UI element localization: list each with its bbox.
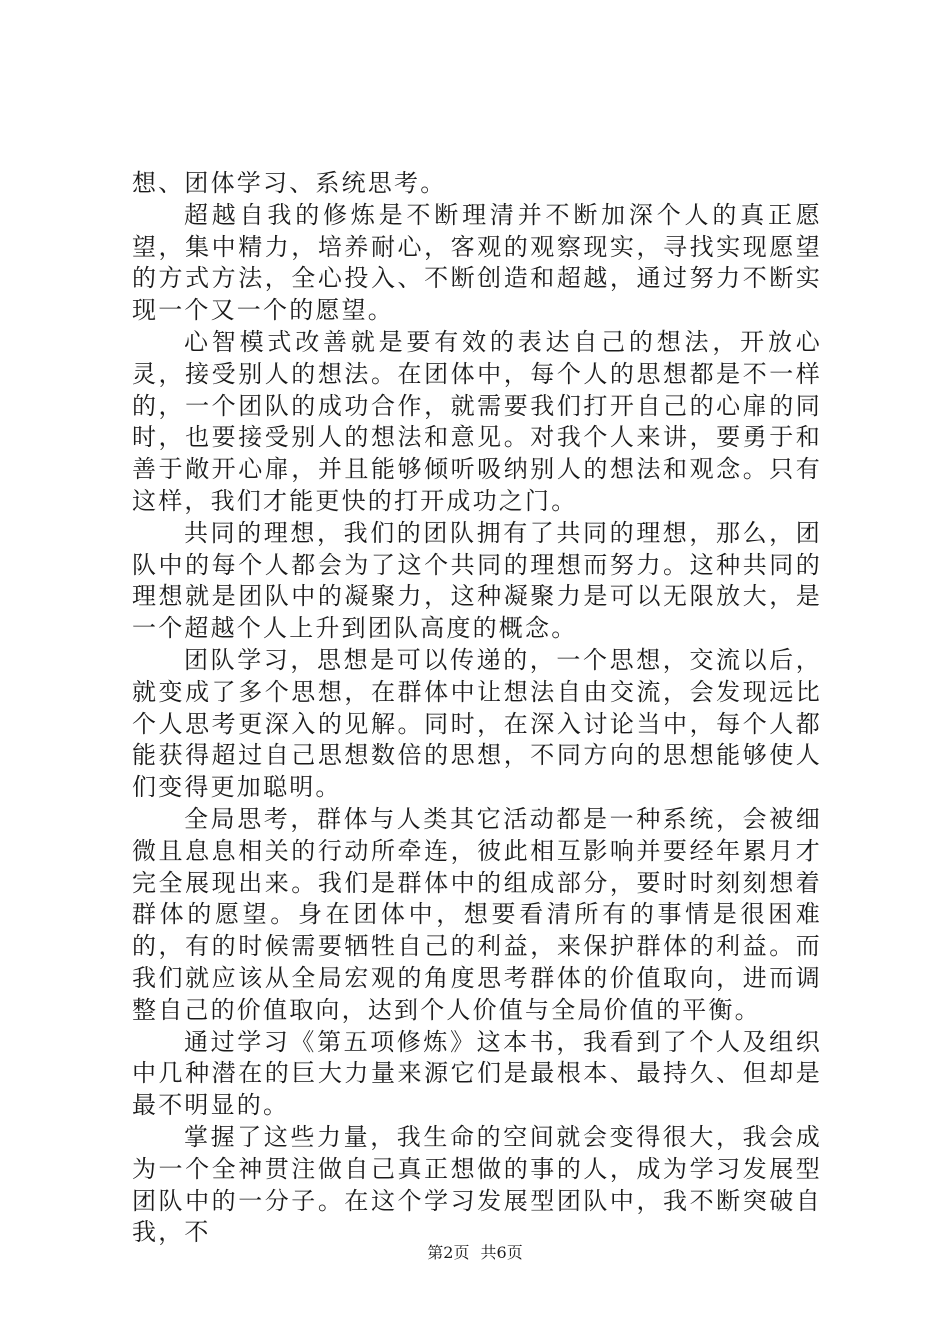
paragraph-8: 掌握了这些力量，我生命的空间就会变得很大，我会成为一个全神贯注做自己真正想做的事的人，成为学习发展型团队中的一分子。在这个学习发展型团队中，我不断突破自我，不 [132, 1122, 822, 1247]
page-total: 共6页 [480, 1243, 523, 1262]
paragraph-5: 团队学习，思想是可以传递的，一个思想，交流以后，就变成了多个思想，在群体中让想法自由交流，会发现远比个人思考更深入的见解。同时，在深入讨论当中，每个人都能获得超过自己思想数倍的思想，不同方向的思想能够使人们变得更加聪明。 [132, 645, 822, 802]
paragraph-7: 通过学习《第五项修炼》这本书，我看到了个人及组织中几种潜在的巨大力量来源它们是最根本、最持久、但却是最不明显的。 [132, 1027, 822, 1120]
paragraph-6: 全局思考，群体与人类其它活动都是一种系统，会被细微且息息相关的行动所牵连，彼此相互影响并要经年累月才完全展现出来。我们是群体中的组成部分，要时时刻刻想着群体的愿望。身在团体中，想要看清所有的事情是很困难的，有的时候需要牺牲自己的利益，来保护群体的利益。而我们就应该从全局宏观的角度思考群体的价值取向，进而调整自己的价值取向，达到个人价值与全局价值的平衡。 [132, 804, 822, 1024]
page-number: 第2页 [427, 1243, 470, 1262]
paragraph-1: 想、团体学习、系统思考。 [132, 169, 447, 197]
paragraph-2: 超越自我的修炼是不断理清并不断加深个人的真正愿望，集中精力，培养耐心，客观的观察现实，寻找实现愿望的方式方法，全心投入、不断创造和超越，通过努力不断实现一个又一个的愿望。 [132, 200, 822, 325]
paragraph-3: 心智模式改善就是要有效的表达自己的想法，开放心灵，接受别人的想法。在团体中，每个人的思想都是不一样的，一个团队的成功合作，就需要我们打开自己的心扉的同时，也要接受别人的想法和意见。对我个人来讲，要勇于和善于敞开心扉，并且能够倾听吸纳别人的想法和观念。只有这样，我们才能更快的打开成功之门。 [132, 327, 822, 515]
paragraph-4: 共同的理想，我们的团队拥有了共同的理想，那么，团队中的每个人都会为了这个共同的理想而努力。这种共同的理想就是团队中的凝聚力，这种凝聚力是可以无限放大，是一个超越个人上升到团队高度的概念。 [132, 518, 822, 643]
document-body [132, 168, 822, 1249]
page-footer [0, 1242, 950, 1264]
